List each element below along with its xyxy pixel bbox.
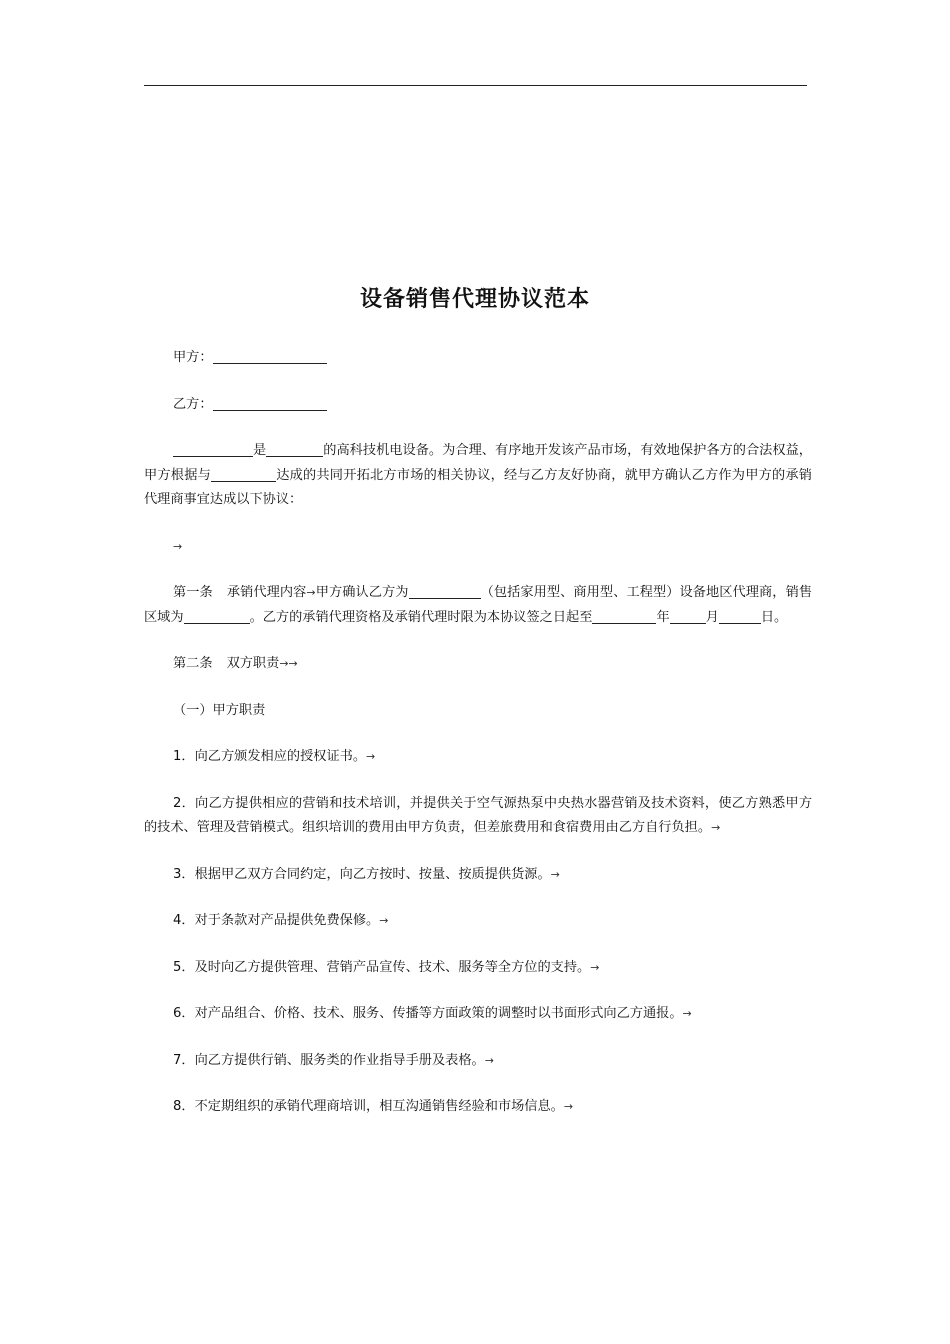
article-1: 第一条 承销代理内容→甲方确认乙方为 （包括家用型、商用型、工程型）设备地区代理商，销售区域为 。乙方的承销代理资格及承销代理时限为本协议签之日起至 年 月 日。	[144, 581, 812, 630]
party-b-label: 乙方：	[173, 396, 213, 412]
agent-product-blank	[409, 582, 481, 599]
list-item: 6．对产品组合、价格、技术、服务、传播等方面政策的调整时以书面形式向乙方通报。→	[173, 1006, 692, 1021]
paragraph-mark-icon: →	[288, 657, 298, 670]
product-blank	[173, 440, 253, 457]
list-item: 3．根据甲乙双方合同约定，向乙方按时、按量、按质提供货源。→	[173, 866, 560, 882]
arrow-line	[144, 535, 812, 560]
paragraph-mark-icon: →	[279, 657, 289, 670]
paragraph-mark-icon: →	[484, 1053, 494, 1067]
article-1-name: 承销代理内容	[226, 585, 307, 600]
paragraph-mark-icon: →	[173, 539, 183, 553]
party-b-blank	[213, 394, 327, 411]
end-year-blank	[592, 607, 656, 624]
header-rule	[144, 85, 807, 86]
company-blank	[266, 440, 323, 457]
paragraph-mark-icon: →	[682, 1007, 692, 1020]
partner-blank	[211, 465, 276, 482]
list-item: 4．对于条款对产品提供免费保修。→	[173, 913, 389, 928]
list-item: 5．及时向乙方提供管理、营销产品宣传、技术、服务等全方位的支持。→	[173, 959, 600, 975]
end-day-blank	[719, 607, 761, 624]
list-item: 1．向乙方颁发相应的授权证书。→	[173, 749, 376, 764]
party-b-line	[144, 393, 812, 418]
section-1-heading: （一）甲方职责	[173, 702, 266, 718]
party-a-blank	[213, 347, 327, 364]
list-item: 7．向乙方提供行销、服务类的作业指导手册及表格。→	[173, 1052, 494, 1068]
article-2-heading: 第二条	[173, 656, 213, 671]
article-2-name: 双方职责	[226, 656, 280, 671]
article-2	[144, 652, 812, 677]
paragraph-mark-icon: →	[366, 750, 376, 763]
document-title: 设备销售代理协议范本	[359, 287, 590, 312]
paragraph-mark-icon: →	[711, 821, 721, 834]
sales-region-blank	[184, 607, 250, 624]
paragraph-mark-icon: →	[590, 960, 600, 974]
document-body	[144, 346, 812, 1142]
paragraph-mark-icon: →	[563, 1100, 574, 1113]
party-a-line	[144, 346, 812, 371]
list-item: 2．向乙方提供相应的营销和技术培训，并提供关于空气源热泵中央热水器营销及技术资料，使乙方熟悉甲方的技术、管理及营销模式。组织培训的费用由甲方负责，但差旅费用和食宿费用由乙方自行负担。→	[144, 795, 813, 835]
intro-paragraph: 是 的高科技机电设备。为合理、有序地开发该产品市场，有效地保护各方的合法权益，甲方根据与 达成的共同开拓北方市场的相关协议，经与乙方友好协商，就甲方确认乙方作为甲方的承销代理商事宜达成以下协议：	[144, 439, 812, 513]
paragraph-mark-icon: →	[550, 867, 560, 881]
list-item: 8．不定期组织的承销代理商培训，相互沟通销售经验和市场信息。→	[173, 1099, 574, 1114]
paragraph-mark-icon: →	[306, 586, 316, 599]
party-a-label: 甲方：	[173, 350, 213, 365]
paragraph-mark-icon: →	[379, 914, 389, 927]
article-1-heading: 第一条	[173, 585, 213, 600]
end-month-blank	[670, 607, 706, 624]
